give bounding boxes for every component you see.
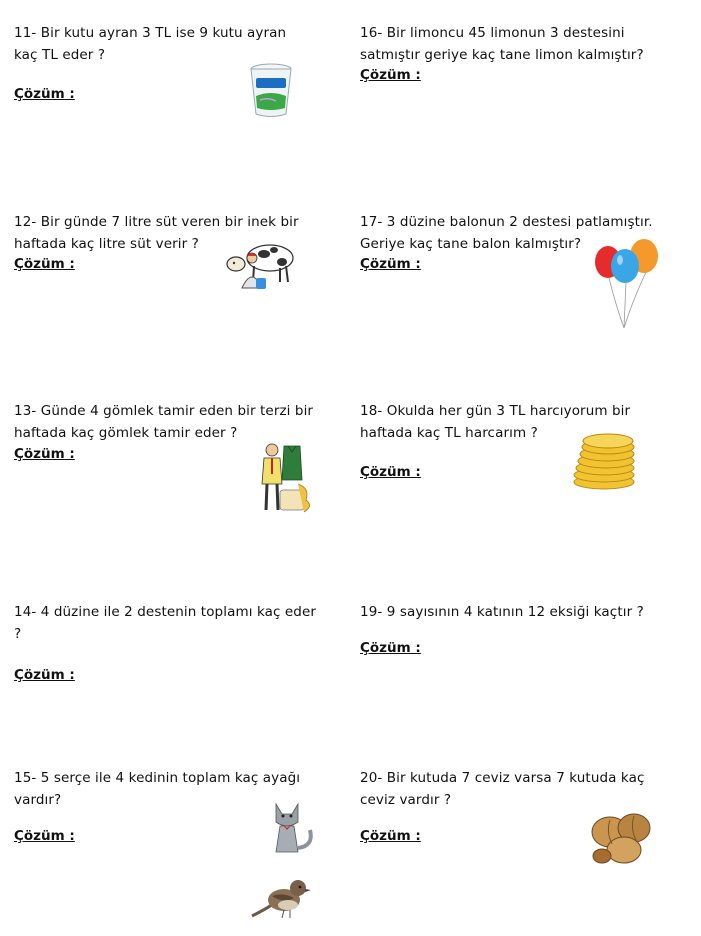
question-number: 13- (14, 403, 37, 419)
question-20 (360, 767, 645, 811)
question-text: haftada kaç TL harcarım ? (360, 425, 538, 441)
question-text: Okulda her gün 3 TL harcıyorum bir (386, 403, 631, 419)
question-15 (14, 767, 300, 811)
sparrow-image (248, 872, 312, 924)
question-text: kaç TL eder ? (14, 47, 106, 63)
question-text: haftada kaç litre süt verir ? (14, 236, 199, 252)
question-number: 11- (14, 25, 37, 41)
question-text: Geriye kaç tane balon kalmıştır? (360, 236, 582, 252)
solution-label: Çözüm : (14, 828, 75, 844)
question-text: Bir kutu ayran 3 TL ise 9 kutu ayran (40, 25, 287, 41)
cow-milking-image (222, 236, 296, 294)
question-text: 4 düzine ile 2 destenin toplamı kaç eder (40, 604, 317, 620)
question-19 (360, 601, 644, 623)
question-text: Günde 4 gömlek tamir eden bir terzi bir (40, 403, 314, 419)
question-11 (14, 22, 286, 66)
question-text: 9 sayısının 4 katının 12 eksiği kaçtır ? (386, 604, 644, 620)
question-text: vardır? (14, 792, 62, 808)
question-number: 17- (360, 214, 383, 230)
solution-label: Çözüm : (360, 640, 421, 656)
walnuts-image (588, 806, 656, 870)
solution-label: Çözüm : (14, 86, 75, 102)
question-number: 15- (14, 770, 37, 786)
question-number: 16- (360, 25, 383, 41)
question-number: 12- (14, 214, 37, 230)
question-13 (14, 400, 313, 444)
question-text: Bir limoncu 45 limonun 3 destesini (386, 25, 625, 41)
question-text: satmıştır geriye kaç tane limon kalmıştır? (360, 47, 644, 63)
solution-label: Çözüm : (14, 446, 75, 462)
question-14 (14, 601, 316, 645)
question-16 (360, 22, 644, 66)
question-text: Bir kutuda 7 ceviz varsa 7 kutuda kaç (386, 770, 645, 786)
question-text: ? (14, 626, 22, 642)
ayran-cup-image (248, 62, 294, 118)
question-text: haftada kaç gömlek tamir eder ? (14, 425, 238, 441)
question-text: Bir günde 7 litre süt veren bir inek bir (40, 214, 299, 230)
solution-label: Çözüm : (360, 67, 421, 83)
solution-label: Çözüm : (360, 828, 421, 844)
question-text: 3 düzine balonun 2 destesi patlamıştır. (386, 214, 653, 230)
solution-label: Çözüm : (360, 464, 421, 480)
question-number: 14- (14, 604, 37, 620)
coins-image (570, 432, 640, 492)
solution-label: Çözüm : (14, 667, 75, 683)
balloons-image (594, 236, 662, 332)
question-number: 18- (360, 403, 383, 419)
cat-image (270, 800, 318, 858)
question-number: 19- (360, 604, 383, 620)
solution-label: Çözüm : (14, 256, 75, 272)
question-number: 20- (360, 770, 383, 786)
question-text: 5 serçe ile 4 kedinin toplam kaç ayağı (40, 770, 301, 786)
question-text: ceviz vardır ? (360, 792, 452, 808)
tailor-image (258, 440, 316, 516)
solution-label: Çözüm : (360, 256, 421, 272)
